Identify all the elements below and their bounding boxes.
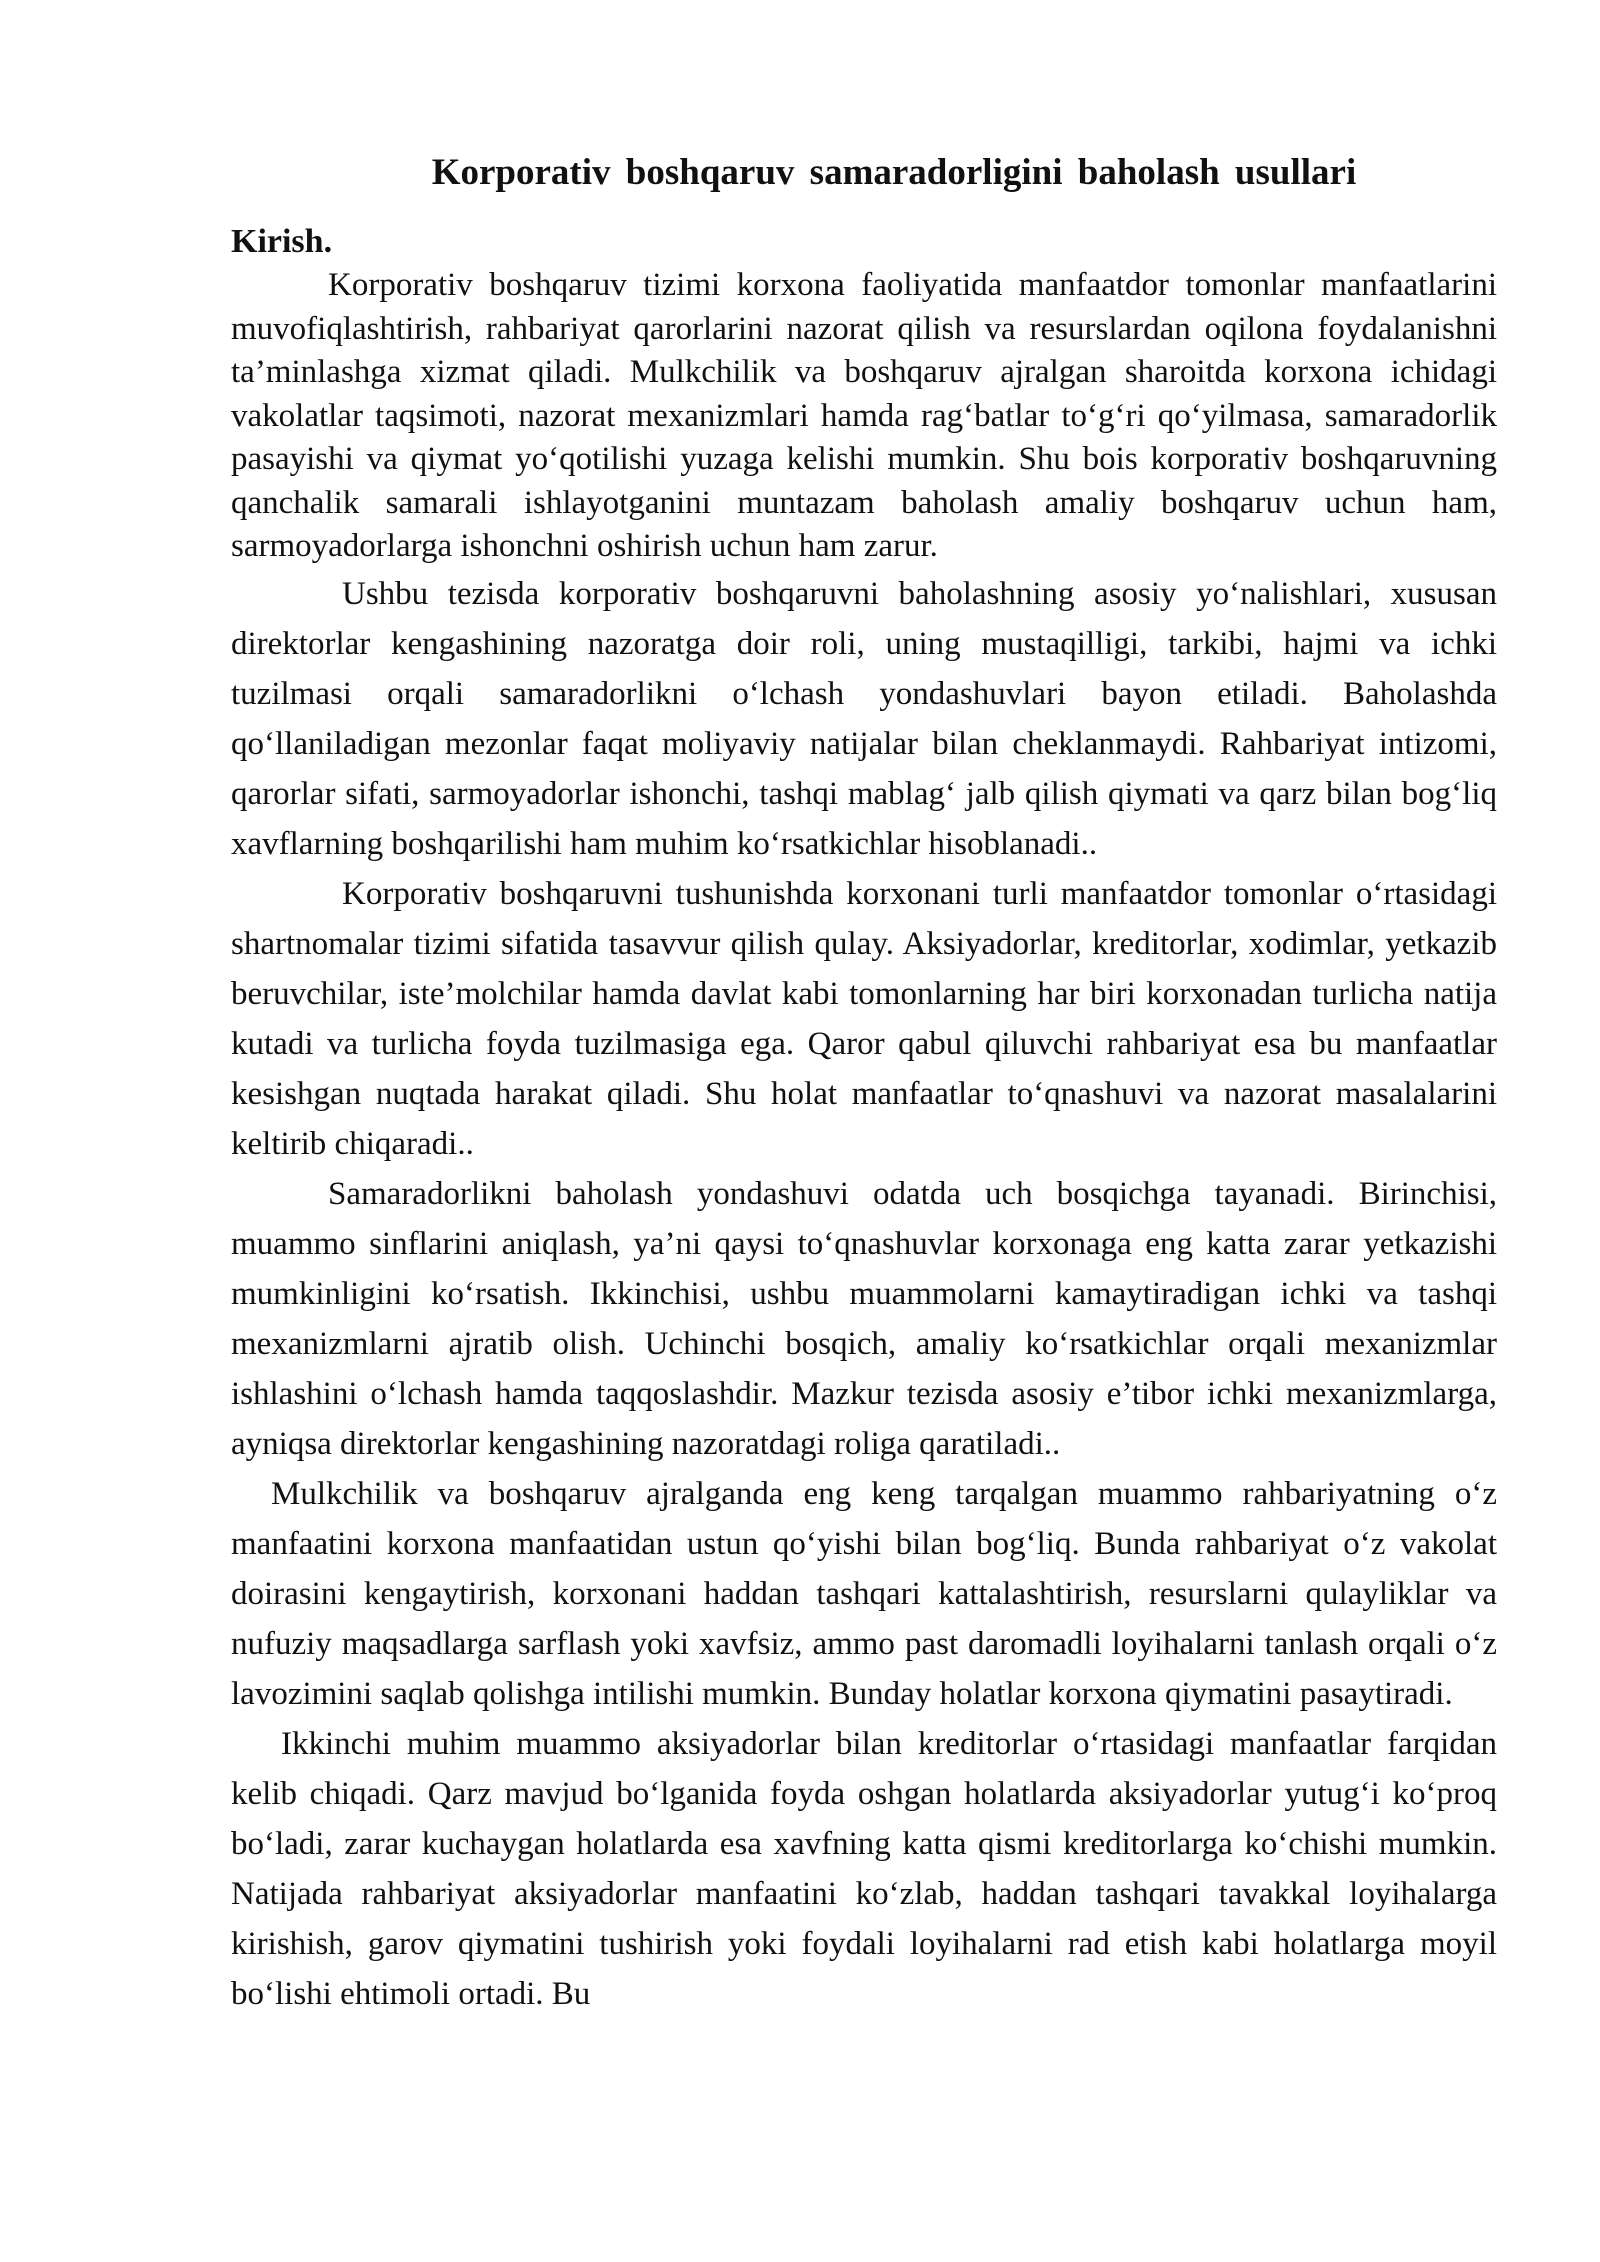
paragraph-1: Korporativ boshqaruv tizimi korxona faoliyatida manfaatdor tomonlar manfaatlarini muvofiqlashtirish, rahbariyat qarorlarini nazorat qilish va resurslardan oqilona foydalanishni ta’minlashga xizmat qiladi. Mulkchilik va boshqaruv ajralgan sharoitda korxona ichidagi vakolatlar taqsimoti, nazorat mexanizmlari hamda rag‘batlar to‘g‘ri qo‘yilmasa, samaradorlik pasayishi va qiymat yo‘qotilishi yuzaga kelishi mumkin. Shu bois korporativ boshqaruvning qanchalik samarali ishlayotganini muntazam baholash amaliy boshqaruv uchun ham, sarmoyadorlarga ishonchni oshirish uchun ham zarur.	[231, 267, 1497, 564]
paragraph-2: Ushbu tezisda korporativ boshqaruvni baholashning asosiy yo‘nalishlari, xususan direktorlar kengashining nazoratga doir roli, uning mustaqilligi, tarkibi, hajmi va ichki tuzilmasi orqali samaradorlikni o‘lchash yondashuvlari bayon etiladi. Baholashda qo‘llaniladigan mezonlar faqat moliyaviy natijalar bilan cheklanmaydi. Rahbariyat intizomi, qarorlar sifati, sarmoyadorlar ishonchi, tashqi mablag‘ jalb qilish qiymati va qarz bilan bog‘liq xavflarning boshqarilishi ham muhim ko‘rsatkichlar hisoblanadi..	[231, 575, 1497, 862]
paragraph-3: Korporativ boshqaruvni tushunishda korxonani turli manfaatdor tomonlar o‘rtasidagi shartnomalar tizimi sifatida tasavvur qilish qulay. Aksiyadorlar, kreditorlar, xodimlar, yetkazib beruvchilar, iste’molchilar hamda davlat kabi tomonlarning har biri korxonadan turlicha natija kutadi va turlicha foyda tuzilmasiga ega. Qaror qabul qiluvchi rahbariyat esa bu manfaatlar kesishgan nuqtada harakat qiladi. Shu holat manfaatlar to‘qnashuvi va nazorat masalalarini keltirib chiqaradi..	[231, 875, 1497, 1162]
paragraph-5: Mulkchilik va boshqaruv ajralganda eng keng tarqalgan muammo rahbariyatning o‘z manfaatini korxona manfaatidan ustun qo‘yishi bilan bog‘liq. Bunda rahbariyat o‘z vakolat doirasini kengaytirish, korxonani haddan tashqari kattalashtirish, resurslarni qulayliklar va nufuziy maqsadlarga sarflash yoki xavfsiz, ammo past daromadli loyihalarni tanlash orqali o‘z lavozimini saqlab qolishga intilishi mumkin. Bunday holatlar korxona qiymatini pasaytiradi.	[231, 1475, 1497, 1712]
paragraph-6: Ikkinchi muhim muammo aksiyadorlar bilan kreditorlar o‘rtasidagi manfaatlar farqidan kelib chiqadi. Qarz mavjud bo‘lganida foyda oshgan holatlarda aksiyadorlar yutug‘i ko‘proq bo‘ladi, zarar kuchaygan holatlarda esa xavfning katta qismi kreditorlarga ko‘chishi mumkin. Natijada rahbariyat aksiyadorlar manfaatini ko‘zlab, haddan tashqari tavakkal loyihalarga kirishish, garov qiymatini tushirish yoki foydali loyihalarni rad etish kabi holatlarga moyil bo‘lishi ehtimoli ortadi. Bu	[231, 1725, 1497, 2012]
document-title: Korporativ boshqaruv samaradorligini baholash usullari	[431, 152, 1357, 193]
section-heading-introduction: Kirish.	[231, 223, 333, 260]
paragraph-4: Samaradorlikni baholash yondashuvi odatda uch bosqichga tayanadi. Birinchisi, muammo sinflarini aniqlash, ya’ni qaysi to‘qnashuvlar korxonaga eng katta zarar yetkazishi mumkinligini ko‘rsatish. Ikkinchisi, ushbu muammolarni kamaytiradigan ichki va tashqi mexanizmlarni ajratib olish. Uchinchi bosqich, amaliy ko‘rsatkichlar orqali mexanizmlar ishlashini o‘lchash hamda taqqoslashdir. Mazkur tezisda asosiy e’tibor ichki mexanizmlarga, ayniqsa direktorlar kengashining nazoratdagi roliga qaratiladi..	[231, 1175, 1497, 1462]
document-page	[231, 148, 1497, 2019]
